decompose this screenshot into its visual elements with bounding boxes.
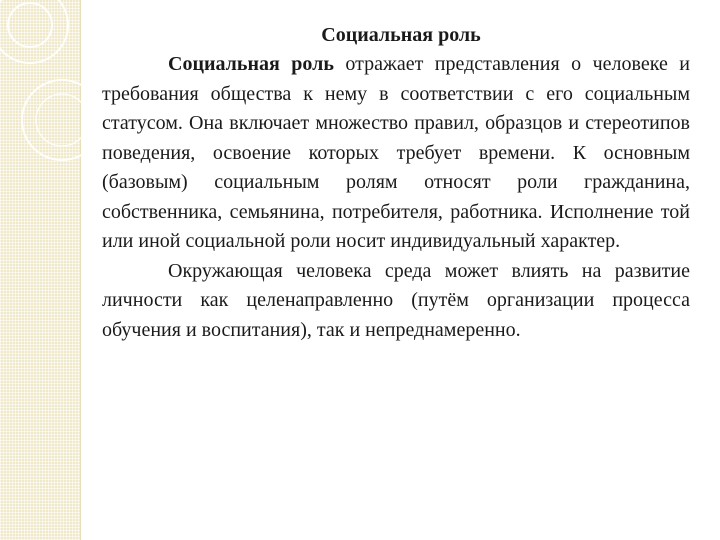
concentric-circles-icon: [0, 0, 110, 200]
paragraph-text: отражает представления о человеке и требования общества к нему в соответствии с его социальным статусом. Она включает множество правил, образцов и стереотипов поведения, освоение которых требует времени. К основным (базовым) социальным ролям относят роли гражданина, собственника, семьянина, потребителя, работника. Исполнение той или иной социальной роли носит индивидуальный характер.: [102, 53, 690, 252]
paragraph-social-role: [102, 50, 690, 257]
paragraph-text: Окружающая человека среда может влиять на развитие личности как целенаправленно (путём организации процесса обучения и воспитания), так и непреднамеренно.: [102, 259, 690, 341]
slide-title: Социальная роль: [321, 24, 481, 46]
paragraph-environment: [102, 257, 690, 346]
lead-term: Социальная роль: [168, 53, 334, 75]
slide-content: [102, 20, 690, 345]
